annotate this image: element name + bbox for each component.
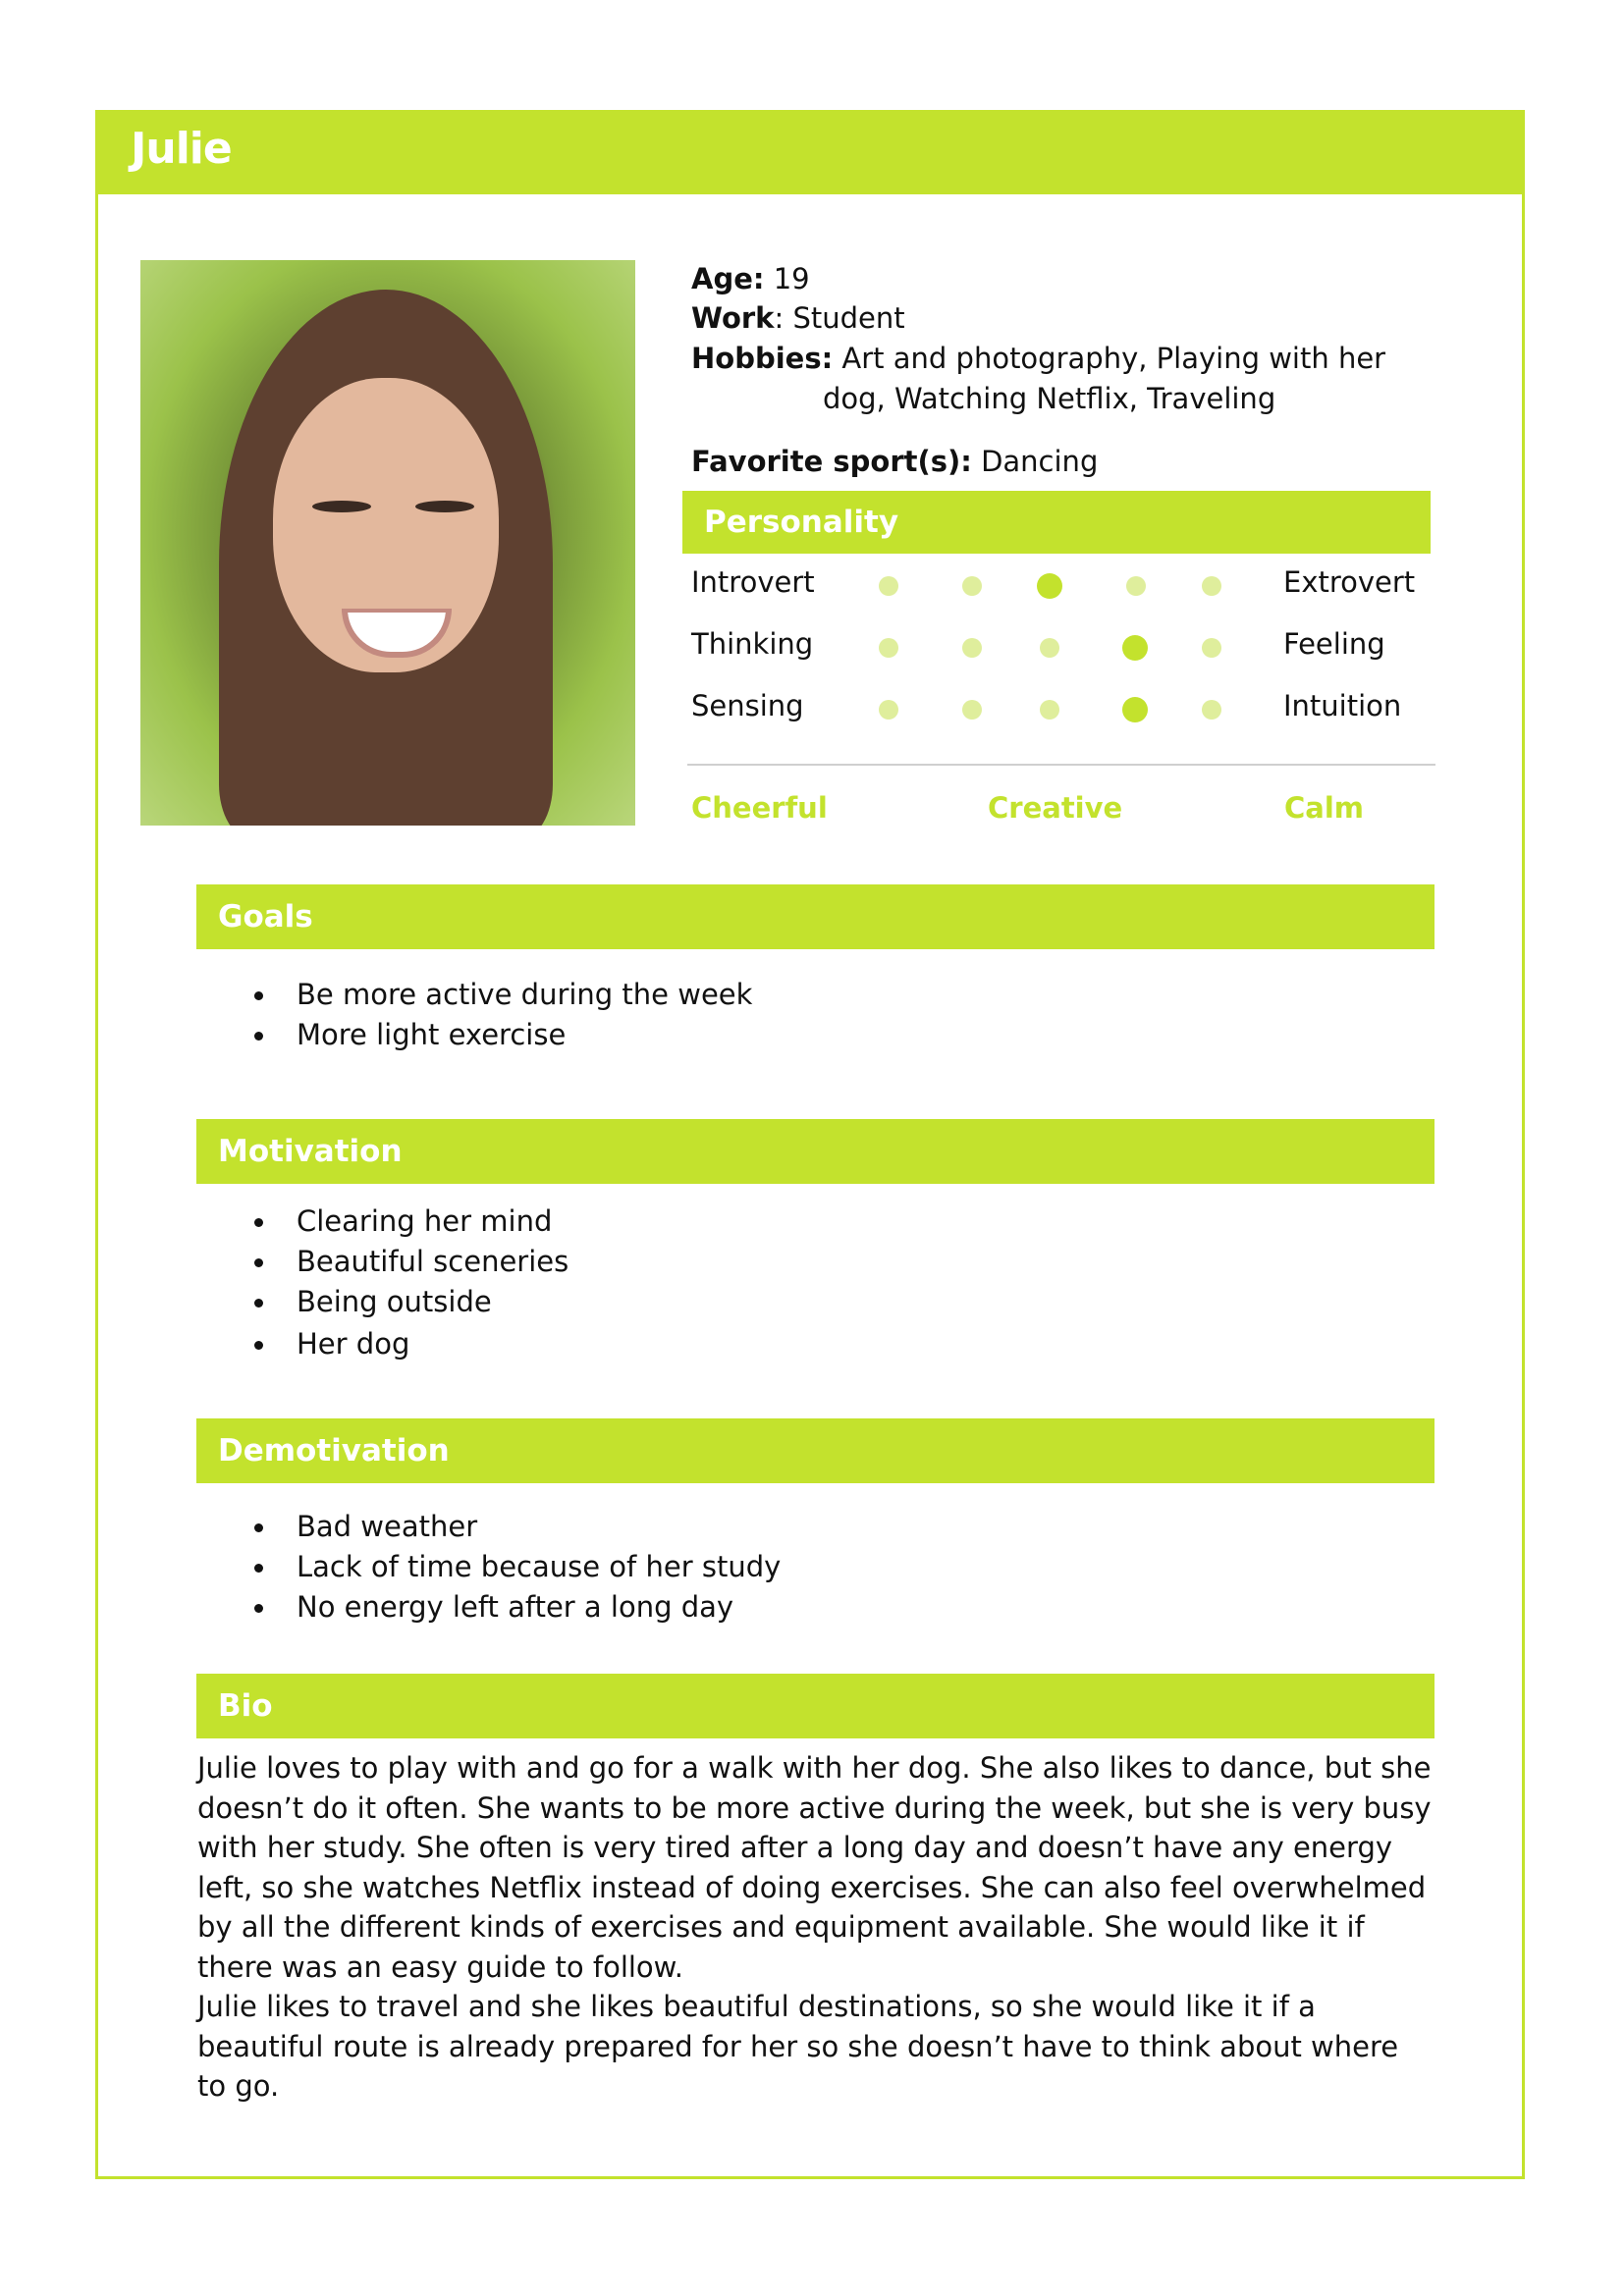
scale-dot — [879, 638, 898, 658]
motivation-list — [196, 1201, 568, 1364]
scale-dot-selected — [1122, 697, 1148, 722]
motivation-header — [196, 1119, 1435, 1184]
list-item: Be more active during the week — [196, 975, 752, 1015]
persona-photo — [140, 260, 635, 826]
scale-dot — [1202, 700, 1221, 720]
age-value: 19 — [773, 262, 810, 295]
scale-right-label: Feeling — [1283, 627, 1385, 661]
personality-header — [682, 491, 1431, 554]
scale-dot — [962, 700, 982, 720]
scale-right-label: Extrovert — [1283, 565, 1416, 599]
scale-left-label: Introvert — [691, 565, 815, 599]
photo-eye-right — [415, 501, 474, 512]
scale-dot — [1040, 638, 1059, 658]
scale-left-label: Thinking — [691, 627, 814, 661]
scale-dot-selected — [1122, 635, 1148, 661]
scale-left-label: Sensing — [691, 689, 804, 722]
scale-dot — [879, 576, 898, 596]
age-row — [691, 259, 810, 298]
persona-header — [95, 110, 1525, 194]
trait-label: Calm — [1284, 791, 1365, 825]
hobbies-value-line1: Art and photography, Playing with her — [841, 342, 1386, 375]
scale-dot — [879, 700, 898, 720]
goals-list — [196, 975, 752, 1055]
demotivation-header — [196, 1418, 1435, 1483]
sport-value: Dancing — [981, 445, 1099, 478]
hobbies-row-continued — [823, 379, 1275, 418]
hobbies-value-line2: dog, Watching Netflix, Traveling — [823, 382, 1276, 415]
work-row — [691, 298, 905, 338]
goals-title: Goals — [218, 899, 313, 934]
bio-header — [196, 1674, 1435, 1738]
hobbies-row — [691, 339, 1385, 378]
scale-dot-selected — [1037, 573, 1062, 599]
sport-label: Favorite sport(s): — [691, 445, 972, 478]
trait-label: Creative — [988, 791, 1123, 825]
photo-eye-left — [312, 501, 371, 512]
sport-row — [691, 442, 1098, 481]
scale-dot — [1126, 576, 1146, 596]
list-item: Bad weather — [196, 1507, 781, 1547]
list-item: Clearing her mind — [196, 1201, 568, 1242]
demotivation-list — [196, 1507, 781, 1628]
work-label: Work — [691, 301, 775, 335]
scale-right-label: Intuition — [1283, 689, 1402, 722]
bio-paragraph: Julie likes to travel and she likes beautiful destinations, so she would like it if a beautiful route is already prepared for her so she doesn’t have to think about where to go. — [197, 1990, 1399, 2103]
scale-dot — [1040, 700, 1059, 720]
scale-dot — [1202, 576, 1221, 596]
list-item: More light exercise — [196, 1015, 752, 1055]
bio-title: Bio — [218, 1688, 273, 1724]
personality-title: Personality — [704, 505, 899, 540]
goals-header — [196, 884, 1435, 949]
list-item: Being outside — [196, 1282, 568, 1322]
motivation-title: Motivation — [218, 1134, 403, 1169]
persona-name: Julie — [131, 124, 232, 174]
list-item: Lack of time because of her study — [196, 1547, 781, 1587]
scale-dot — [962, 576, 982, 596]
bio-paragraph: Julie loves to play with and go for a walk with her dog. She also likes to dance, but she doesn’t do it often. She wants to be more active during the week, but she is very busy with her study. She often is very tired after a long day and doesn’t have any energy left, so she watches Netflix instead of doing exercises. She can also feel overwhelmed by all the different kinds of exercises and equipment available. She would like it if there was an easy guide to follow. — [197, 1751, 1432, 1984]
scale-dot — [962, 638, 982, 658]
personality-divider — [687, 764, 1435, 766]
list-item: No energy left after a long day — [196, 1587, 781, 1628]
list-item: Her dog — [196, 1324, 568, 1364]
bio-text — [197, 1748, 1435, 2107]
scale-dot — [1202, 638, 1221, 658]
age-label: Age: — [691, 262, 765, 295]
work-value: : Student — [774, 301, 905, 335]
hobbies-label: Hobbies: — [691, 342, 834, 375]
trait-label: Cheerful — [691, 791, 828, 825]
demotivation-title: Demotivation — [218, 1433, 450, 1468]
list-item: Beautiful sceneries — [196, 1242, 568, 1282]
